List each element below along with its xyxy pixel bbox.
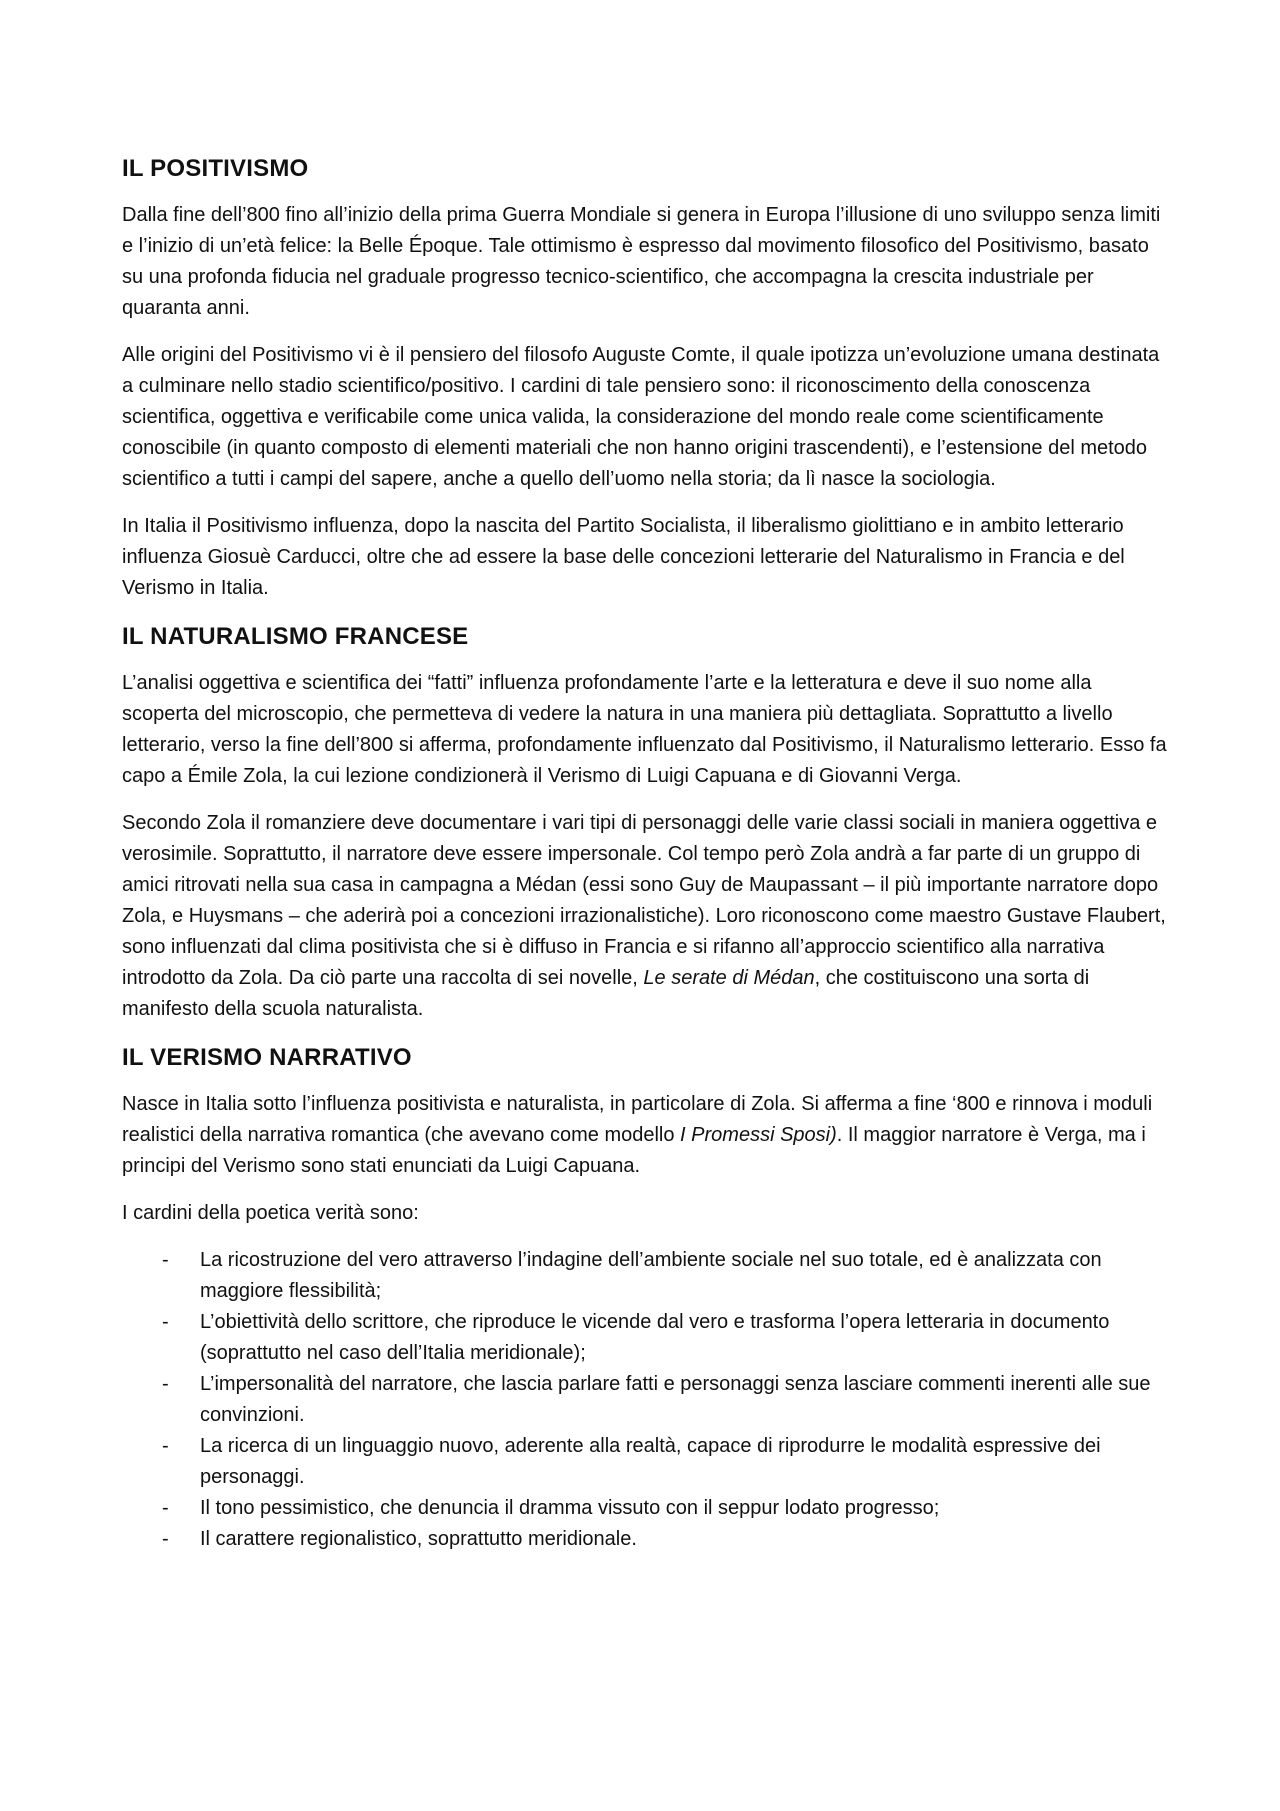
paragraph: In Italia il Positivismo influenza, dopo la nascita del Partito Socialista, il liberalismo giolittiano e in ambito letterario influenza Giosuè Carducci, oltre che ad essere la base delle concezioni letterarie del Naturalismo in Francia e del Verismo in Italia.	[122, 515, 1125, 599]
bullet-dash: -	[162, 1497, 169, 1519]
section-heading: IL NATURALISMO FRANCESE	[122, 623, 469, 650]
italic-title: I Promessi Sposi)	[680, 1124, 837, 1146]
italic-title: Le serate di Médan	[643, 967, 815, 989]
paragraph	[122, 1089, 1168, 1182]
bullet-dash: -	[162, 1311, 169, 1333]
paragraph-text: Nasce in Italia sotto l’influenza positivista e naturalista, in particolare di Zola. Si afferma a fine ‘800 e rinnova i moduli realistici della narrativa romantica (che avevano come modello	[122, 1093, 1153, 1146]
list-item-text: L’impersonalità del narratore, che lascia parlare fatti e personaggi senza lasciare commenti inerenti alle sue convinzioni.	[200, 1373, 1151, 1426]
list-item	[122, 1493, 1168, 1524]
paragraph-text: , che costituiscono una sorta di manifesto della scuola naturalista.	[122, 967, 1090, 1020]
bullet-dash: -	[162, 1528, 169, 1550]
list-item	[122, 1369, 1168, 1431]
section-positivismo	[122, 152, 1168, 604]
paragraph: Alle origini del Positivismo vi è il pensiero del filosofo Auguste Comte, il quale ipotizza un’evoluzione umana destinata a culminare nello stadio scientifico/positivo. I cardini di tale pensiero sono: il riconoscimento della conoscenza scientifica, oggettiva e verificabile come unica valida, la considerazione del mondo reale come scientificamente conoscibile (in quanto composto di elementi materiali che non hanno origini trascendenti), e l’estensione del metodo scientifico a tutti i campi del sapere, anche a quello dell’uomo nella storia; da lì nasce la sociologia.	[122, 344, 1160, 490]
list-item-text: La ricostruzione del vero attraverso l’indagine dell’ambiente sociale nel suo totale, ed è analizzata con maggiore flessibilità;	[200, 1249, 1102, 1302]
paragraph: I cardini della poetica verità sono:	[122, 1202, 419, 1224]
list-item	[122, 1524, 1168, 1555]
section-heading: IL POSITIVISMO	[122, 155, 309, 182]
list-item-text: L’obiettività dello scrittore, che riproduce le vicende dal vero e trasforma l’opera letteraria in documento (soprattutto nel caso dell’Italia meridionale);	[200, 1311, 1110, 1364]
list-item-text: Il tono pessimistico, che denuncia il dramma vissuto con il seppur lodato progresso;	[200, 1497, 940, 1519]
paragraph	[122, 808, 1168, 1025]
section-verismo	[122, 1041, 1168, 1555]
bullet-dash: -	[162, 1373, 169, 1395]
paragraph-text: Secondo Zola il romanziere deve documentare i vari tipi di personaggi delle varie classi sociali in maniera oggettiva e verosimile. Soprattutto, il narratore deve essere impersonale. Col tempo però Zola andrà a far parte di un gruppo di amici ritrovati nella sua casa in campagna a Médan (essi sono Guy de Maupassant – il più importante narratore dopo Zola, e Huysmans – che aderirà poi a concezioni irrazionalistiche). Loro riconoscono come maestro Gustave Flaubert, sono influenzati dal clima positivista che si è diffuso in Francia e si rifanno all’approccio scientifico alla narrativa introdotto da Zola. Da ciò parte una raccolta di sei novelle,	[122, 812, 1166, 989]
section-naturalismo	[122, 620, 1168, 1025]
list-item	[122, 1431, 1168, 1493]
bullet-dash: -	[162, 1249, 169, 1271]
paragraph: L’analisi oggettiva e scientifica dei “fatti” influenza profondamente l’arte e la letteratura e deve il suo nome alla scoperta del microscopio, che permetteva di vedere la natura in una maniera più dettagliata. Soprattutto a livello letterario, verso la fine dell’800 si afferma, profondamente influenzato dal Positivismo, il Naturalismo letterario. Esso fa capo a Émile Zola, la cui lezione condizionerà il Verismo di Luigi Capuana e di Giovanni Verga.	[122, 672, 1167, 787]
section-heading: IL VERISMO NARRATIVO	[122, 1044, 412, 1071]
list-item	[122, 1245, 1168, 1307]
bullet-dash: -	[162, 1435, 169, 1457]
list-item	[122, 1307, 1168, 1369]
list-item-text: Il carattere regionalistico, soprattutto meridionale.	[200, 1528, 637, 1550]
paragraph-text: . Il maggior narratore è Verga, ma i principi del Verismo sono stati enunciati da Luigi Capuana.	[122, 1124, 1146, 1177]
bullet-list	[122, 1245, 1168, 1555]
paragraph: Dalla fine dell’800 fino all’inizio della prima Guerra Mondiale si genera in Europa l’illusione di uno sviluppo senza limiti e l’inizio di un’età felice: la Belle Époque. Tale ottimismo è espresso dal movimento filosofico del Positivismo, basato su una profonda fiducia nel graduale progresso tecnico-scientifico, che accompagna la crescita industriale per quaranta anni.	[122, 204, 1161, 319]
list-item-text: La ricerca di un linguaggio nuovo, aderente alla realtà, capace di riprodurre le modalità espressive dei personaggi.	[200, 1435, 1101, 1488]
